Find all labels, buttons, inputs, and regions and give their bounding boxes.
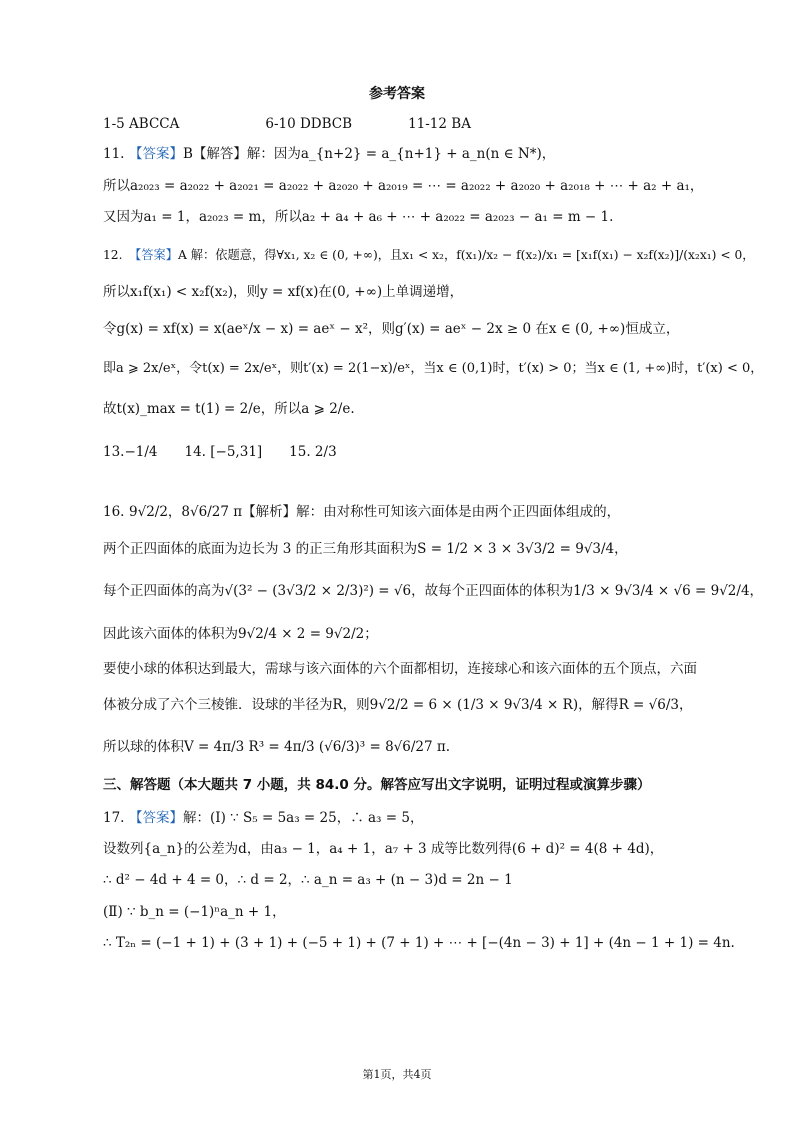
question-number: 12. [103,248,123,262]
line-text: 13.−1/4 14. [−5,31] 15. 2/3 [103,444,337,460]
solution-line [103,320,679,338]
solution-line [103,540,628,558]
line-text: 解：(Ⅰ) ∵ S₅ = 5a₃ = 25，∴ a₃ = 5， [183,810,424,826]
solution-line [103,503,620,521]
solution-line [103,400,355,418]
question-number: 11. [103,146,125,162]
answers-11-12: 11-12 BA [408,116,471,132]
solution-line [103,660,697,678]
line-text: 9√2/2，8√6/27 π【解析】解：由对称性可知该六面体是由两个正四面体组成的， [129,504,621,520]
page-title: 参考答案 [369,86,425,102]
line-text: 所以x₁f(x₁) < x₂f(x₂)，则y = xf(x)在(0, +∞)上单调递增， [103,284,464,300]
line-text: ∴ d² − 4d + 4 = 0，∴ d = 2，∴ a_n = a₃ + (n − 3)d = 2n − 1 [103,872,513,888]
line-text: 因此该六面体的体积为9√2/4 × 2 = 9√2/2； [103,626,378,642]
line-text: 要使小球的体积达到最大，需球与该六面体的六个面都相切，连接球心和该六面体的五个顶点，六面 [103,661,697,677]
solution-line [103,934,735,952]
answer-key-row [103,115,471,133]
line-text: 又因为a₁ = 1，a₂₀₂₃ = m，所以a₂ + a₄ + a₆ + ⋯ + a₂₀₂₂ = a₂₀₂₃ − a₁ = m − 1. [103,209,614,225]
solution-line [103,177,703,195]
solution-line [103,246,755,264]
solution-line [103,360,763,378]
line-text: 设数列{a_n}的公差为d，由a₃ − 1，a₄ + 1，a₇ + 3 成等比数列得(6 + d)² = 4(8 + 4d)， [103,841,664,857]
answer-tag: 【答案】 [129,248,178,262]
solution-line [103,145,555,163]
section-heading [103,776,651,794]
solution-line [103,625,378,643]
line-text: 所以a₂₀₂₃ = a₂₀₂₂ + a₂₀₂₁ = a₂₀₂₂ + a₂₀₂₀ + a₂₀₁₉ = ⋯ = a₂₀₂₂ + a₂₀₂₀ + a₂₀₁₈ + ⋯ + a₂ + a₁， [103,178,704,194]
solution-line [103,696,692,714]
line-text: 所以球的体积V = 4π/3 R³ = 4π/3 (√6/3)³ = 8√6/27 π. [103,739,451,755]
line-text: 令g(x) = xf(x) = x(aeˣ/x − x) = aeˣ − x²，则g′(x) = aeˣ − 2x ≥ 0 在x ∈ (0, +∞)恒成立， [103,321,680,337]
solution-line [103,283,463,301]
answer-tag: 【答案】 [129,146,183,162]
line-text: 体被分成了六个三棱锥．设球的半径为R，则9√2/2 = 6 × (1/3 × 9√3/4 × R)，解得R = √6/3， [103,697,693,713]
solution-line [103,903,286,921]
solution-line [103,840,663,858]
line-text: 故t(x)_max = t(1) = 2/e，所以a ⩾ 2/e. [103,401,355,417]
line-text: 即a ⩾ 2x/eˣ，令t(x) = 2x/eˣ，则t′(x) = 2(1−x)/eˣ，当x ∈ (0,1)时，t′(x) > 0；当x ∈ (1, +∞)时，t′(x) < 0， [103,361,764,376]
solution-line [103,809,423,827]
question-number: 16. [103,504,125,520]
line-text: 每个正四面体的高为√(3² − (3√3/2 × 2/3)²) = √6，故每个正四面体的体积为1/3 × 9√3/4 × √6 = 9√2/4， [103,583,764,599]
solution-line [103,208,613,226]
line-text: 三、解答题（本大题共 7 小题，共 84.0 分。解答应写出文字说明，证明过程或演算步骤） [103,777,651,793]
solution-line [103,582,763,600]
line-text: A 解：依题意，得∀x₁, x₂ ∈ (0, +∞)，且x₁ < x₂，f(x₁)/x₂ − f(x₂)/x₁ = [x₁f(x₁) − x₂f(x₂)]/(x₂x₁) < 0， [178,248,755,262]
page-footer: 第1页，共4页 [362,1068,432,1081]
answers-6-10: 6-10 DDBCB [265,116,353,132]
line-text: ∴ T₂ₙ = (−1 + 1) + (3 + 1) + (−5 + 1) + (7 + 1) + ⋯ + [−(4n − 3) + 1] + (4n − 1 + 1) = 4n. [103,935,735,951]
answer-tag: 【答案】 [129,810,183,826]
question-number: 17. [103,810,125,826]
line-text: 两个正四面体的底面为边长为 3 的正三角形其面积为S = 1/2 × 3 × 3√3/2 = 9√3/4， [103,541,628,557]
solution-line [103,443,337,461]
solution-line [103,738,450,756]
line-text: (Ⅱ) ∵ b_n = (−1)ⁿa_n + 1， [103,904,286,920]
solution-line [103,871,513,889]
line-text: B【解答】解：因为a_{n+2} = a_{n+1} + a_n(n ∈ N*)， [183,146,556,162]
answers-1-5: 1-5 ABCCA [103,116,180,132]
